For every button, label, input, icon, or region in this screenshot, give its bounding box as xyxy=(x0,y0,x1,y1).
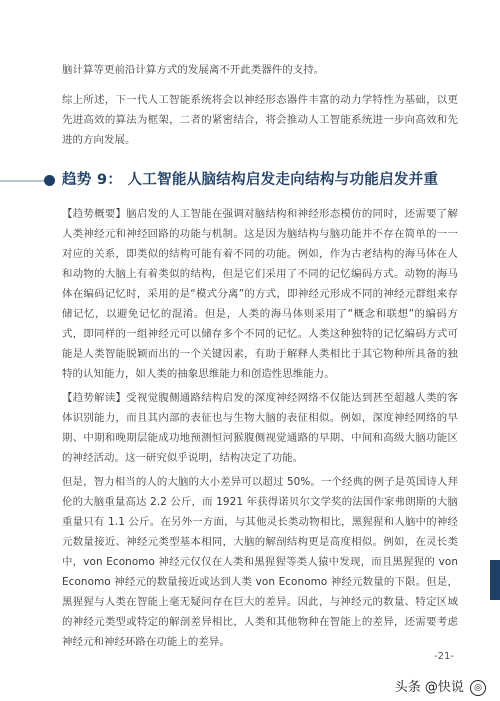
page-number: -21- xyxy=(434,651,454,662)
section-heading xyxy=(0,166,500,196)
watermark-text: 头条 @快说 xyxy=(394,680,464,695)
watermark xyxy=(395,676,486,696)
heading-rule xyxy=(0,180,46,182)
paragraph-summary: 综上所述，下一代人工智能系统将会以神经形态器件丰富的动力学特性为基础，以更先进高效的算法为框架，二者的紧密结合，将会推动人工智能系统进一步向高效和先进的方向发展。 xyxy=(62,94,458,146)
paragraph-trend-overview: 【趋势概要】脑启发的人工智能在强调对脑结构和神经形态模仿的同时，还需要了解人类神经元和神经回路的功能与机制。这是因为脑结构与脑功能并不存在简单的一一对应的关系，即类似的结构可能有着不同的功能。例如，作为古老结构的海马体在人和动物的大脑上有着类似的结构，但是它们采用了不同的记忆编码方式。动物的海马体在编码记忆时，采用的是“模式分离”的方式，即神经元形成不同的神经元群组来存储记忆，以避免记忆的混淆。但是，人类的海马体则采用了“概念和联想”的编码方式，即同样的一组神经元可以储存多个不同的记忆。人类这种独特的记忆编码方式可能是人类智能脱颖而出的一个关键因素，有助于解释人类相比于其它物种所具备的独特的认知能力，如人类的抽象思维能力和创造性思维能力。 xyxy=(62,208,458,380)
paragraph-trend-interpretation: 【趋势解读】受视觉腹侧通路结构启发的深度神经网络不仅能达到甚至超越人类的客体识别能力，而且其内部的表征也与生物大脑的表征相似。例如，深度神经网络的早期、中期和晚期层能成功地预测恒河猴腹侧视觉通路的早期、中间和高级大脑功能区的神经活动。这一研究似乎说明，结构决定了功能。 xyxy=(62,392,458,464)
paragraph-intro: 脑计算等更前沿计算方式的发展离不开此类器件的支持。 xyxy=(62,64,325,76)
heading-bullet-icon xyxy=(44,175,55,186)
toutiao-logo-icon: ◎ xyxy=(470,680,486,696)
side-decoration-bar xyxy=(490,560,500,600)
paragraph-brain-size: 但是，智力相当的人的大脑的大小差异可以超过 50%。一个经典的例子是英国诗人拜伦的大脑重量高达 2.2 公斤，而 1921 年获得诺贝尔文学奖的法国作家弗朗斯的大脑重量只有 1.1 公斤。在另外一方面，与其他灵长类动物相比，黑猩猩和人脑中的神经元数量接近、神经元类型基本相同，大脑的解剖结构更是高度相似。例如，在灵长类中，von Economo 神经元仅仅在人类和黑猩猩等类人猿中发现，而且黑猩猩的 von Economo 神经元的数量接近或达到人类 von Economo 神经元数量的下限。但是，黑猩猩与人类在智能上毫无疑问存在巨大的差异。因此，与神经元的数量、特定区域的神经元类型或特定的解剖差异相比，人类和其他物种在智能上的差异，还需要考虑神经元和神经环路在功能上的差异。 xyxy=(62,476,458,648)
heading-title: 趋势 9： 人工智能从脑结构启发走向结构与功能启发并重 xyxy=(62,172,439,188)
